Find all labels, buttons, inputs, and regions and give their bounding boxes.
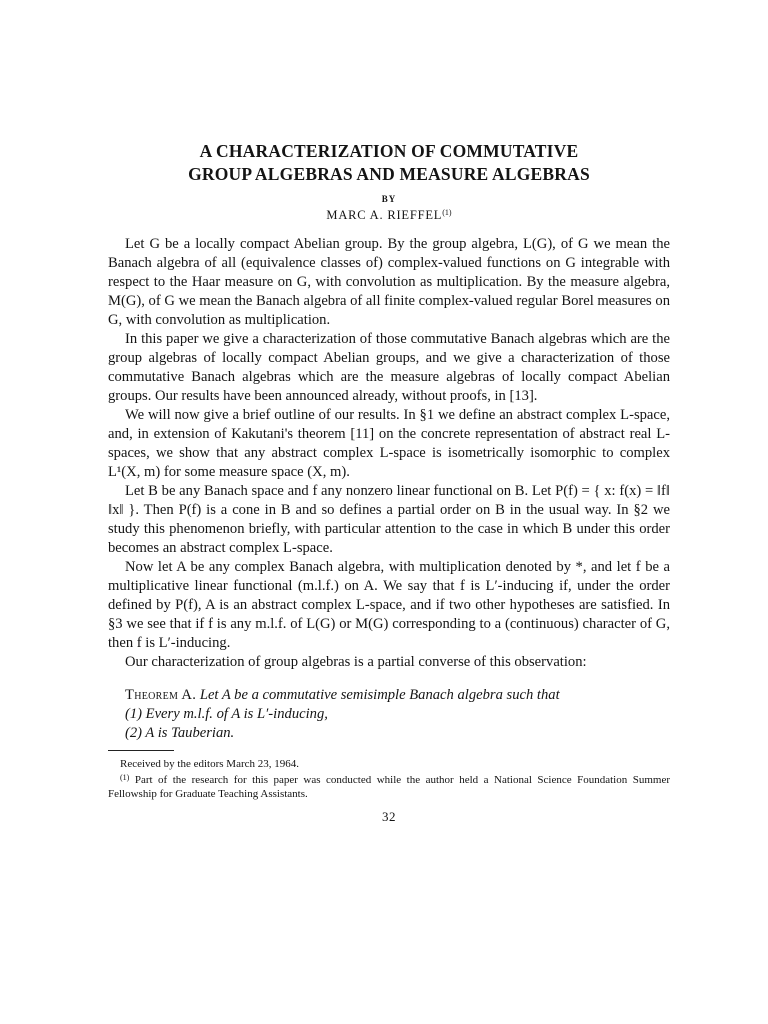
theorem-condition-2 — [108, 724, 670, 743]
footnote-divider — [108, 750, 174, 751]
paragraph-1: Let G be a locally compact Abelian group. By the group algebra, L(G), of G we mean the Banach algebra of all (equivalence classes of) complex-valued functions on G integrable with respect to the Haar measure on G, with convolution as multiplication. By the measure algebra, M(G), of G we mean the Banach algebra of all finite complex-valued regular Borel measures on G, with convolution as multiplication. — [108, 236, 670, 328]
paper-page — [108, 140, 670, 825]
author-name: MARC A. RIEFFEL — [326, 208, 443, 222]
author-line — [108, 205, 670, 223]
page-number: 32 — [382, 809, 396, 824]
paragraph-2: In this paper we give a characterization of those commutative Banach algebras which are the group algebras of locally compact Abelian groups, and we give a characterization of those commutative Banach algebras which are the measure algebras of locally compact Abelian groups. Our results have been announced already, without proofs, in [13]. — [108, 331, 670, 404]
paragraph-3: We will now give a brief outline of our results. In §1 we define an abstract complex L-space, and, in extension of Kakutani's theorem [11] on the concrete representation of abstract real L-spaces, we show that any abstract complex L-space is isometrically isomorphic to complex L¹(X, m) for some measure space (X, m). — [108, 407, 670, 480]
paper-title — [108, 140, 670, 186]
author-footnote-mark: (1) — [442, 208, 452, 217]
theorem-statement: Let A be a commutative semisimple Banach algebra such that — [199, 687, 560, 703]
paragraph-5: Now let A be any complex Banach algebra, with multiplication denoted by *, and let f be a multiplicative linear functional (m.l.f.) on A. We say that f is L′-inducing if, under the order defined by P(f), A is an abstract complex L-space, and if two other hypotheses are satisfied. In §3 we see that if f is any m.l.f. of L(G) or M(G) corresponding to a (continuous) character of G, then f is L′-inducing. — [108, 559, 670, 651]
footnote-1-mark: (1) — [120, 773, 130, 782]
footnote-1 — [108, 771, 670, 801]
title-line-2: GROUP ALGEBRAS AND MEASURE ALGEBRAS — [188, 164, 590, 184]
byline: BY — [381, 194, 397, 204]
received-note: Received by the editors March 23, 1964. — [120, 758, 300, 770]
footnote-1-text: Part of the research for this paper was conducted while the author held a National Science Foundation Summer Fellowship for Graduate Teaching Assistants. — [108, 774, 670, 800]
body-text — [108, 235, 670, 672]
paragraph-4: Let B be any Banach space and f any nonzero linear functional on B. Let P(f) = { x: f(x) = ‖f‖ ‖x‖ }. Then P(f) is a cone in B and so defines a partial order on B in the usual way. In §2 we study this phenomenon briefly, with particular attention to the case in which B under this order becomes an abstract complex L-space. — [108, 483, 670, 556]
condition-1-text: (1) Every m.l.f. of A is L′-inducing, — [125, 706, 328, 722]
footnotes — [108, 757, 670, 801]
theorem-name: Theorem A. — [125, 687, 197, 703]
theorem-a — [108, 686, 670, 705]
title-line-1: A CHARACTERIZATION OF COMMUTATIVE — [199, 141, 579, 161]
condition-2-text: (2) A is Tauberian. — [125, 725, 235, 741]
theorem-condition-1 — [108, 705, 670, 724]
paragraph-6: Our characterization of group algebras is a partial converse of this observation: — [125, 654, 587, 670]
